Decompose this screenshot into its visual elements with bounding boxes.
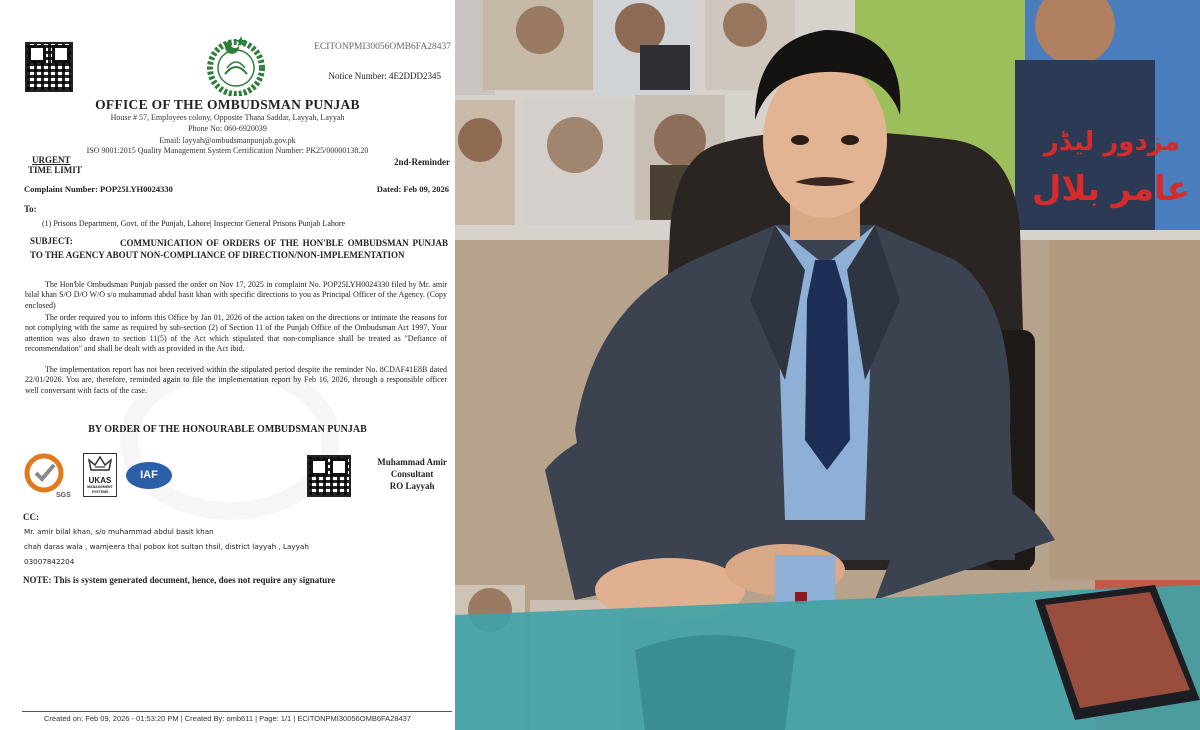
address-line: House # 57, Employees colony, Opposite Thana Saddar, Layyah, Layyah [110,113,345,122]
signatory-name: Muhammad Amir [377,457,447,467]
iaf-certification-logo [126,462,172,489]
ukas-sub-label: MANAGEMENT SYSTEMS [87,485,113,494]
signatory-title: Consultant [390,469,434,479]
wall-right [1050,240,1200,580]
necktie [805,260,850,470]
ukas-label: UKAS [88,476,112,485]
time-limit-text: TIME LIMIT [28,165,82,175]
subject-text: COMMUNICATION OF ORDERS OF THE HON'BLE OMBUDSMAN PUNJAB TO THE AGENCY ABOUT NON-COMPLIANCE OF DIRECTION/NON-IMPLEMENTATION [30,238,448,260]
crown-icon [85,454,115,474]
portrait-illustration [455,0,1200,730]
face [763,62,887,218]
dated: Dated: Feb 09, 2026 [376,184,449,194]
notice-id: ECITONPMI30056OMB6FA28437 [314,42,451,52]
urgent-text: URGENT [32,155,71,165]
eye-right [841,135,859,145]
office-portrait-photo [455,0,1200,730]
notice-number: Notice Number: 4E2DDD2345 [328,71,441,81]
reminder-label: 2nd-Reminder [394,157,450,167]
desk-reflection [635,635,795,730]
signatory-office: RO Layyah [389,481,435,491]
ombudsman-notice-document [0,0,455,730]
cc-name: Mr. amir bilal khan, s/o muhammad abdul basit khan [24,527,214,536]
email-line[interactable]: Email: layyah@ombudsmanpunjab.gov.pk [159,136,296,145]
signatory-block [377,456,447,492]
iaf-label: IAF [140,469,158,481]
urgent-label [28,155,82,175]
sgs-certification-logo [22,453,72,499]
paragraph-2: The order required you to inform this Office by Jan 01, 2026 of the action taken on the directions or intimate the reasons for not complying with the same as required by sub-section (2) of Section 11 of the Punjab Office of the Ombudsman Act 1997. Your attention was also drawn to section 11(5) of the Act which stipulated that non-compliance shall be treated as "Defiance of recommendation" and shall be dealt with as provided in the Act ibid. [25,313,447,353]
iso-line: ISO 9001:2015 Quality Management System Certification Number: PK25/00000138.20 [86,146,369,155]
to-recipient: (1) Prisons Department, Govt. of the Punjab, Lahore| Inspector General Prisons Punjab Lahore [42,219,346,228]
to-label: To: [24,204,37,214]
paragraph-3: The implementation report has not been received within the stipulated period despite the reminder No. 8CDAF41E8B dated 22/01/2026. You are, therefore, reminded again to file the implementation report by Feb 16, 2026, through a responsible officer well conversant with facts of the case. [25,365,447,395]
subject-label: SUBJECT: [30,236,73,246]
by-order-heading: BY ORDER OF THE HONOURABLE OMBUDSMAN PUNJAB [88,424,367,435]
document-footer: Created on: Feb 09, 2026 - 01:53:20 PM | Created By: omb611 | Page: 1/1 | ECITONPMI30056OMB6FA28437 [43,714,412,723]
footer-divider [22,711,452,712]
paragraph-1: The Hon'ble Ombudsman Punjab passed the order on Nov 17, 2025 in complaint No. POP25LYH0024330 filed by Mr. amir bilal khan S/O D/O W/O s/o muhammad abdul basit khan with specific directions to you as Principal Officer of the Agency. (Copy enclosed) [25,280,447,310]
ukas-certification-logo [83,453,117,497]
banner-urdu-line1: مزدور لیڈر [1043,127,1180,157]
punjab-emblem-logo [203,30,269,96]
cc-phone: 03007842204 [24,557,75,566]
cc-label: CC: [23,512,39,522]
system-note: NOTE: This is system generated document, hence, does not require any signature [23,575,336,585]
phone-line: Phone No: 060-6920039 [188,124,267,133]
cc-address: chah daras wala , wamjeera thal pobox kot sultan thsil, district layyah , Layyah [24,542,309,551]
office-title: OFFICE OF THE OMBUDSMAN PUNJAB [95,97,360,112]
complaint-number: Complaint Number: POP25LYH0024330 [24,184,173,194]
sgs-label: SGS [56,492,71,499]
qr-code-bottom [307,455,351,497]
eye-left [791,135,809,145]
banner-urdu-line2: عامر بلال [1031,169,1190,209]
qr-code-top [25,42,73,92]
